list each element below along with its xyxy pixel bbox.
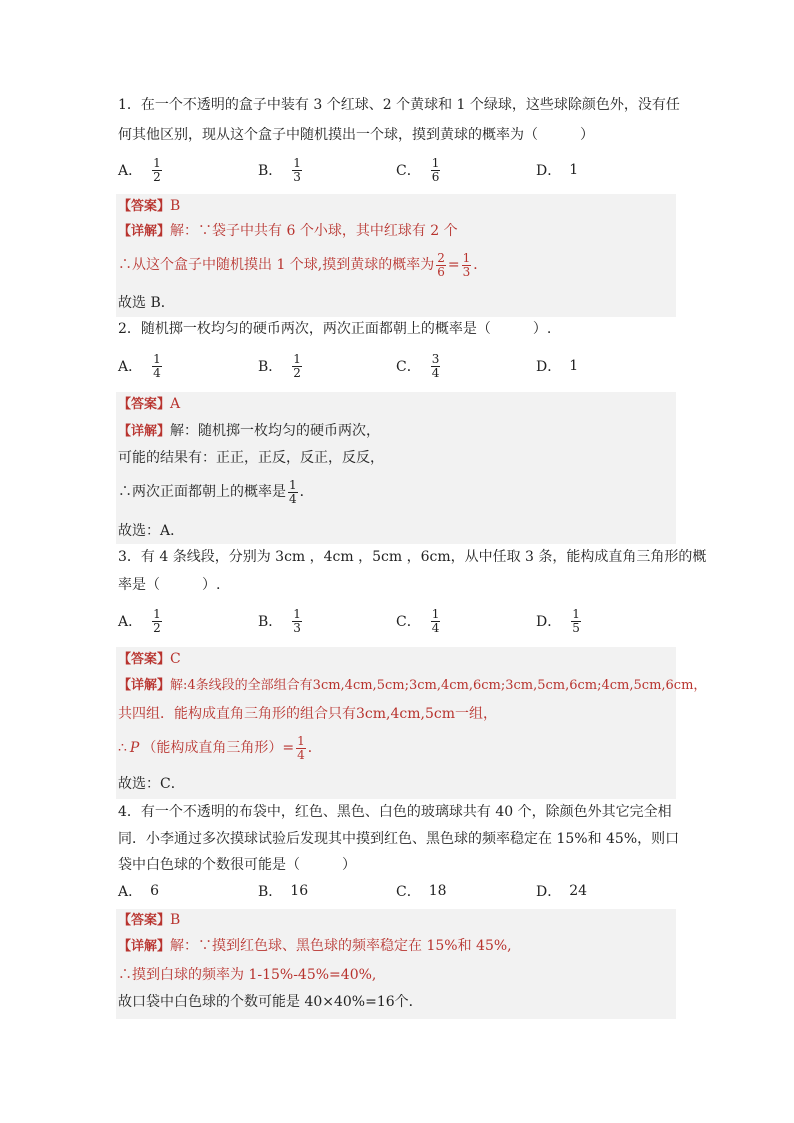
q4-answer-box — [116, 909, 676, 1019]
q3-option-b: B． $\frac{1}{3}$ — [258, 606, 301, 635]
q2-answer-line: 【答案】A — [118, 396, 181, 412]
q2-detail-line-4: 故选：A． — [118, 523, 185, 539]
fraction: $\frac{1}{3}$ — [293, 606, 301, 635]
q3-option-d: D． $\frac{1}{5}$ — [536, 606, 580, 635]
fraction: $\frac{1}{2}$ — [153, 155, 161, 184]
fraction: $\frac{3}{4}$ — [431, 351, 440, 380]
q4-detail-line-1: 【详解】解：∵摸到红色球、黑色球的频率稳定在 15%和 45%, — [118, 938, 512, 954]
q4-option-d: D． 24 — [536, 883, 588, 900]
fraction: $\frac{1}{3}$ — [293, 155, 301, 184]
fraction: $\frac{1}{4}$ — [297, 733, 305, 762]
q4-options — [118, 873, 678, 909]
q1-answer-line: 【答案】B — [118, 198, 181, 214]
q3-answer-box — [116, 647, 707, 799]
fraction: $\frac{1}{2}$ — [293, 351, 301, 380]
q3-stem-line-1: 3．有 4 条线段，分别为 3cm ，4cm ，5cm ，6cm，从中任取 3 条，能构成直角三角形的概 — [118, 549, 707, 565]
q2-detail-line-1: 【详解】解：随机掷一枚均匀的硬币两次， — [118, 423, 381, 439]
q3-option-c: C． $\frac{1}{4}$ — [396, 606, 440, 635]
fraction: $\frac{1}{2}$ — [153, 606, 161, 635]
q1-stem-line-1: 1．在一个不透明的盒子中装有 3 个红球、2 个黄球和 1 个绿球，这些球除颜色外，没有任 — [118, 97, 680, 113]
fraction: $\frac{2}{6}$ — [437, 250, 445, 279]
q4-stem-line-2: 同．小李通过多次摸球试验后发现其中摸到红色、黑色球的频率稳定在 15%和 45%，则口 — [118, 831, 680, 847]
q3-detail-line-1: 【详解】解:4条线段的全部组合有3cm,4cm,5cm;3cm,4cm,6cm;3cm,5cm,6cm;4cm,5cm,6cm， — [118, 678, 707, 693]
q1-detail-line-1: 【详解】解：∵袋子中共有 6 个小球，其中红球有 2 个 — [118, 223, 458, 239]
q1-option-c: C． $\frac{1}{6}$ — [396, 155, 440, 184]
q3-answer-line: 【答案】C — [118, 651, 181, 667]
q2-answer-box — [116, 392, 676, 544]
q4-stem-line-1: 4．有一个不透明的布袋中，红色、黑色、白色的玻璃球共有 40 个，除颜色外其它完全相 — [118, 804, 672, 820]
q3-detail-line-4: 故选：C． — [118, 776, 185, 792]
q1-option-d: D． 1 — [536, 162, 579, 179]
q1-stem-line-2: 何其他区别，现从这个盒子中随机摸出一个球，摸到黄球的概率为（ ） — [118, 127, 594, 143]
fraction: $\frac{1}{6}$ — [431, 155, 440, 184]
q3-detail-line-2: 共四组．能构成直角三角形的组合只有3cm,4cm,5cm一组， — [118, 706, 497, 722]
fraction: $\frac{1}{4}$ — [431, 606, 440, 635]
q1-answer-box — [116, 194, 676, 317]
q2-option-a: A． $\frac{1}{4}$ — [118, 351, 161, 380]
q2-detail-line-3: ∴两次正面都朝上的概率是 $\frac{1}{4}$ ． — [118, 477, 314, 506]
q2-option-c: C． $\frac{3}{4}$ — [396, 351, 440, 380]
q4-detail-line-3: 故口袋中白色球的个数可能是 40×40%=16个． — [118, 994, 423, 1010]
q4-option-c: C． 18 — [396, 883, 447, 900]
q2-option-b: B． $\frac{1}{2}$ — [258, 351, 301, 380]
q1-option-b: B． $\frac{1}{3}$ — [258, 155, 301, 184]
fraction: $\frac{1}{3}$ — [462, 250, 471, 279]
q1-detail-line-2: ∴从这个盒子中随机摸出 1 个球,摸到黄球的概率为 $\frac{2}{6}$ = $\frac{1}{3}$ ． — [118, 250, 488, 279]
fraction: $\frac{1}{4}$ — [153, 351, 161, 380]
q4-detail-line-2: ∴摸到白球的频率为 1-15%-45%=40%, — [118, 967, 377, 983]
q1-options — [118, 152, 678, 188]
q4-option-a: A． 6 — [118, 883, 160, 900]
q2-detail-line-2: 可能的结果有：正正，正反，反正，反反， — [118, 450, 384, 466]
q2-options — [118, 348, 678, 384]
q4-answer-line: 【答案】B — [118, 912, 181, 928]
q3-options — [118, 603, 678, 639]
q1-option-a: A． $\frac{1}{2}$ — [118, 155, 161, 184]
q3-stem-line-2: 率是（ ）. — [118, 577, 221, 593]
q4-option-b: B． 16 — [258, 883, 309, 900]
q3-detail-line-3: ∴ P （能构成直角三角形）= $\frac{1}{4}$ ． — [118, 733, 322, 762]
q4-stem-line-3: 袋中白色球的个数很可能是（ ） — [118, 857, 356, 873]
q3-option-a: A． $\frac{1}{2}$ — [118, 606, 161, 635]
fraction: $\frac{1}{4}$ — [289, 477, 297, 506]
fraction: $\frac{1}{5}$ — [572, 606, 580, 635]
q2-option-d: D． 1 — [536, 358, 579, 375]
q2-stem-line-1: 2．随机掷一枚均匀的硬币两次，两次正面都朝上的概率是（ ）. — [118, 321, 552, 337]
q1-detail-line-3: 故选 B． — [118, 295, 175, 311]
